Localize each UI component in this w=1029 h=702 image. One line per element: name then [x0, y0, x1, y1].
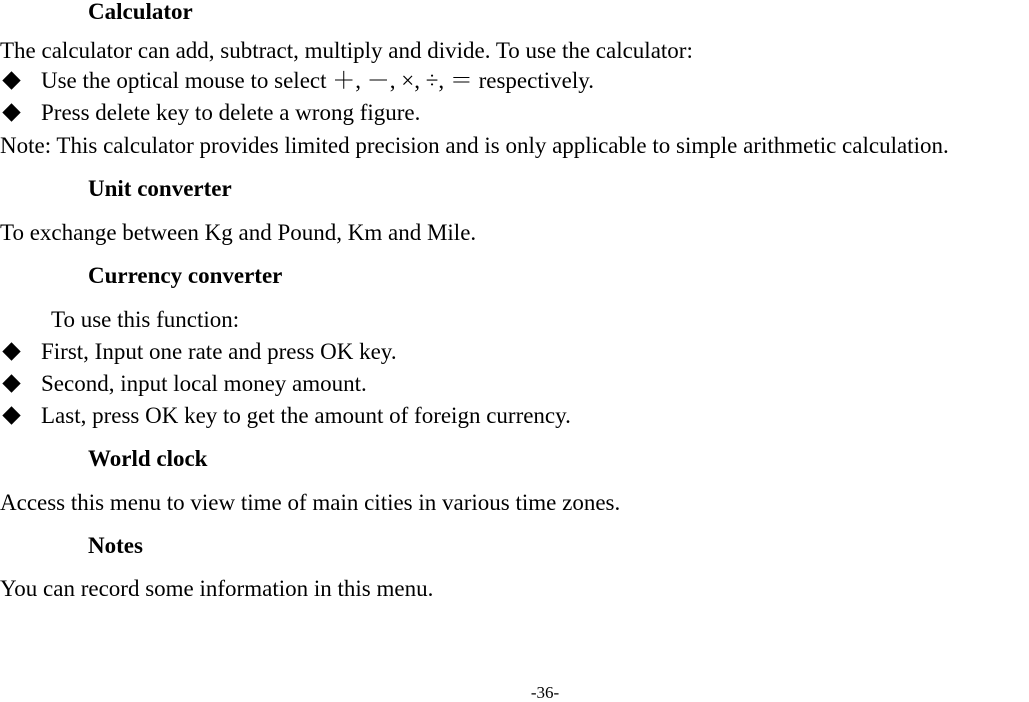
- notes-heading: Notes: [88, 533, 143, 558]
- calculator-heading: Calculator: [88, 0, 193, 24]
- world-clock-heading: World clock: [88, 446, 208, 471]
- world-clock-text: Access this menu to view time of main cities in various time zones.: [0, 490, 621, 515]
- currency-converter-heading: Currency converter: [88, 263, 283, 288]
- calculator-intro: The calculator can add, subtract, multiply and divide. To use the calculator:: [0, 38, 693, 63]
- diamond-bullet-icon: [2, 374, 20, 392]
- diamond-bullet-icon: [2, 406, 20, 424]
- diamond-bullet-icon: [2, 71, 20, 89]
- currency-bullet-3: [0, 404, 571, 427]
- currency-bullet-1: [0, 340, 397, 363]
- calculator-note: Note: This calculator provides limited precision and is only applicable to simple arithmetic calculation.: [0, 133, 949, 158]
- bullet-text: Second, input local money amount.: [41, 371, 367, 396]
- notes-text: You can record some information in this menu.: [0, 576, 434, 601]
- bullet-text: Last, press OK key to get the amount of foreign currency.: [41, 403, 571, 428]
- currency-converter-intro: To use this function:: [51, 307, 240, 332]
- diamond-bullet-icon: [2, 103, 20, 121]
- unit-converter-text: To exchange between Kg and Pound, Km and Mile.: [0, 220, 477, 245]
- bullet-text: Press delete key to delete a wrong figure.: [41, 100, 421, 125]
- bullet-text: Use the optical mouse to select ＋, －, ×, ÷, ＝ respectively.: [41, 68, 594, 93]
- calculator-bullet-1: [0, 69, 594, 92]
- page-number: -36-: [530, 683, 560, 702]
- unit-converter-heading: Unit converter: [88, 176, 232, 201]
- bullet-text: First, Input one rate and press OK key.: [41, 339, 397, 364]
- diamond-bullet-icon: [2, 342, 20, 360]
- calculator-bullet-2: [0, 101, 420, 124]
- currency-bullet-2: [0, 372, 367, 395]
